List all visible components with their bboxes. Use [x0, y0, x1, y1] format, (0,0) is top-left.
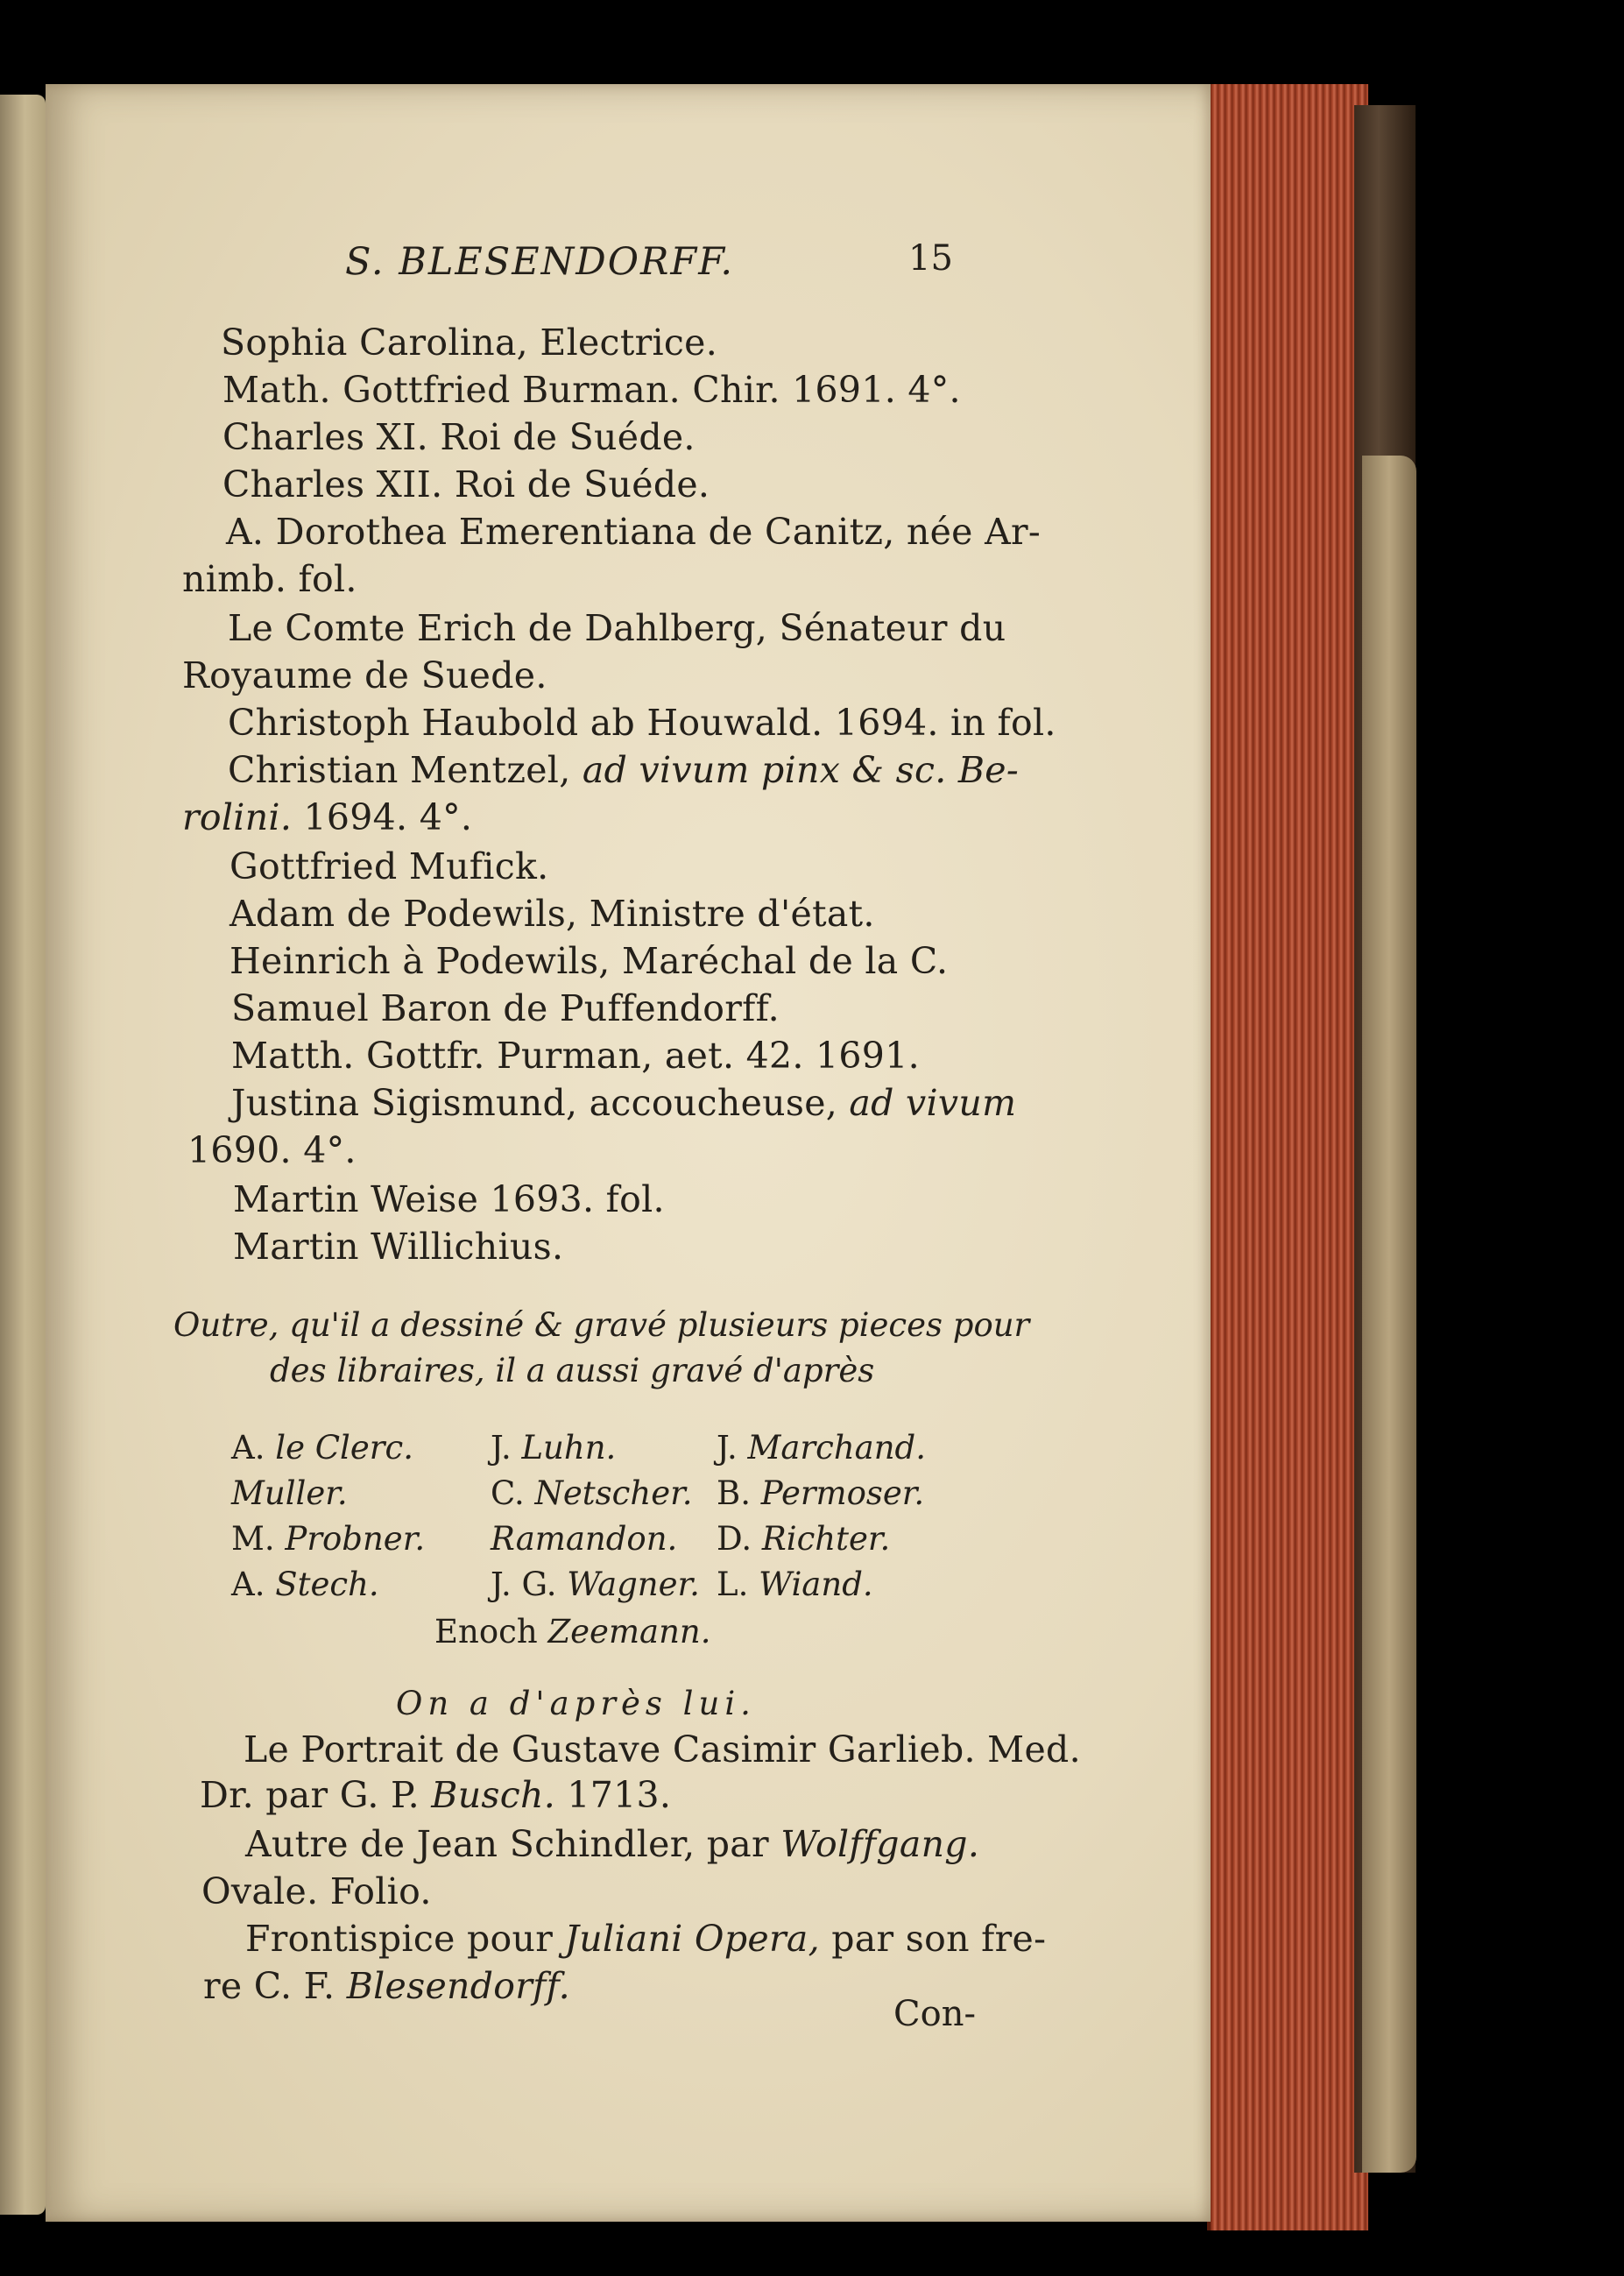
engraver-cell [491, 1519, 677, 1559]
engraver-cell [231, 1565, 379, 1605]
entry-line: nimb. fol. [182, 558, 357, 600]
entry-line [200, 1773, 671, 1817]
entry-italic: Wolffgang. [780, 1823, 980, 1865]
engraver-name: Marchand. [747, 1429, 927, 1467]
entry-line: A. Dorothea Emerentiana de Canitz, née Ar- [226, 511, 1041, 553]
entry-text: Frontispice pour [245, 1918, 565, 1960]
entry-line: Gottfried Mufick. [229, 845, 549, 887]
engraver-initial: M. [231, 1520, 286, 1558]
entry-italic: Blesendorff. [346, 1965, 570, 2007]
engraver-initial: J. G. [491, 1566, 568, 1603]
engraver-name: Muller. [231, 1474, 348, 1512]
entry-line: Matth. Gottfr. Purman, aet. 42. 1691. [231, 1035, 920, 1077]
engraver-cell [434, 1612, 711, 1652]
entry-text: 1713. [555, 1774, 672, 1816]
entry-line [228, 748, 1019, 792]
engraver-initial: B. [717, 1474, 761, 1512]
entry-line [245, 1822, 979, 1866]
engraver-name: Netscher. [534, 1474, 693, 1512]
engraver-cell [717, 1519, 890, 1559]
entry-line: 1690. 4°. [187, 1129, 357, 1171]
entry-line: Math. Gottfried Burman. Chir. 1691. 4°. [222, 369, 961, 411]
engraver-initial: D. [717, 1520, 762, 1558]
engraver-name: Stech. [275, 1566, 379, 1603]
engraver-cell [491, 1428, 616, 1468]
note-line: Outre, qu'il a dessiné & gravé plusieurs pieces pour [173, 1306, 1030, 1344]
previous-page-edge [0, 95, 46, 2215]
engraver-name: Luhn. [521, 1429, 617, 1467]
entry-line: Adam de Podewils, Ministre d'état. [229, 893, 875, 935]
engraver-initial: J. [491, 1429, 522, 1467]
book-cover-edge [1362, 456, 1416, 2173]
entry-line: Samuel Baron de Puffendorff. [231, 987, 780, 1029]
engraver-initial: Enoch [434, 1613, 548, 1650]
entry-line: Christoph Haubold ab Houwald. 1694. in fol. [228, 702, 1056, 744]
entry-italic: ad vivum [849, 1082, 1017, 1124]
engraver-name: Richter. [761, 1520, 891, 1558]
entry-italic: rolini. [182, 796, 293, 838]
entry-italic: Busch. [431, 1774, 556, 1816]
engraver-name: le Clerc. [275, 1429, 413, 1467]
engraver-cell [717, 1474, 924, 1514]
engraver-name: Zeemann. [547, 1613, 711, 1650]
entry-text: 1694. 4°. [292, 796, 473, 838]
page-block-edge [1207, 84, 1368, 2230]
engraver-cell [231, 1519, 425, 1559]
entry-line [182, 795, 472, 839]
entry-line: Le Portrait de Gustave Casimir Garlieb. Med. [244, 1728, 1081, 1771]
entry-text: Justina Sigismund, accoucheuse, [231, 1082, 850, 1124]
entry-line: Ovale. Folio. [201, 1870, 432, 1912]
engraver-name: Wiand. [759, 1566, 873, 1603]
engraver-initial: A. [231, 1566, 276, 1603]
entry-italic: Juliani Opera, [564, 1918, 820, 1960]
entry-text: Autre de Jean Schindler, par [245, 1823, 781, 1865]
entry-line: Charles XII. Roi de Suéde. [222, 463, 710, 505]
entry-line [245, 1917, 1046, 1961]
entry-line: Heinrich à Podewils, Maréchal de la C. [229, 940, 949, 982]
entry-line: Martin Weise 1693. fol. [233, 1178, 665, 1220]
engraver-name: Permoser. [760, 1474, 925, 1512]
engraver-cell [231, 1428, 413, 1468]
engraver-initial: J. [717, 1429, 748, 1467]
page-number: 15 [908, 238, 953, 279]
engraver-cell [491, 1565, 700, 1605]
catchword: Con- [893, 1994, 976, 2034]
entry-text: Christian Mentzel, [228, 749, 583, 791]
book-page [46, 84, 1211, 2222]
engraver-cell [717, 1428, 926, 1468]
running-head: S. BLESENDORFF. [345, 240, 735, 284]
engraver-initial: L. [717, 1566, 759, 1603]
entry-text: Dr. par G. P. [200, 1774, 432, 1816]
entry-italic: ad vivum pinx & sc. Be- [582, 749, 1020, 791]
section-heading: On a d'après lui. [396, 1685, 756, 1722]
engraver-name: Probner. [285, 1520, 426, 1558]
entry-text: par son fre- [819, 1918, 1047, 1960]
engraver-cell [717, 1565, 873, 1605]
engraver-initial: C. [491, 1474, 535, 1512]
engraver-cell [231, 1474, 348, 1514]
engraver-name: Ramandon. [491, 1520, 678, 1558]
note-line: des libraires, il a aussi gravé d'après [270, 1352, 875, 1389]
engraver-name: Wagner. [567, 1566, 700, 1603]
entry-line: Martin Willichius. [233, 1226, 564, 1268]
entry-line [203, 1964, 570, 2008]
entry-text: re C. F. [203, 1965, 347, 2007]
entry-line: Royaume de Suede. [182, 654, 547, 696]
entry-line: Le Comte Erich de Dahlberg, Sénateur du [228, 607, 1006, 649]
engraver-initial: A. [231, 1429, 276, 1467]
entry-line: Charles XI. Roi de Suéde. [222, 416, 695, 458]
engraver-cell [491, 1474, 692, 1514]
entry-line: Sophia Carolina, Electrice. [221, 322, 718, 364]
entry-line [231, 1081, 1016, 1125]
